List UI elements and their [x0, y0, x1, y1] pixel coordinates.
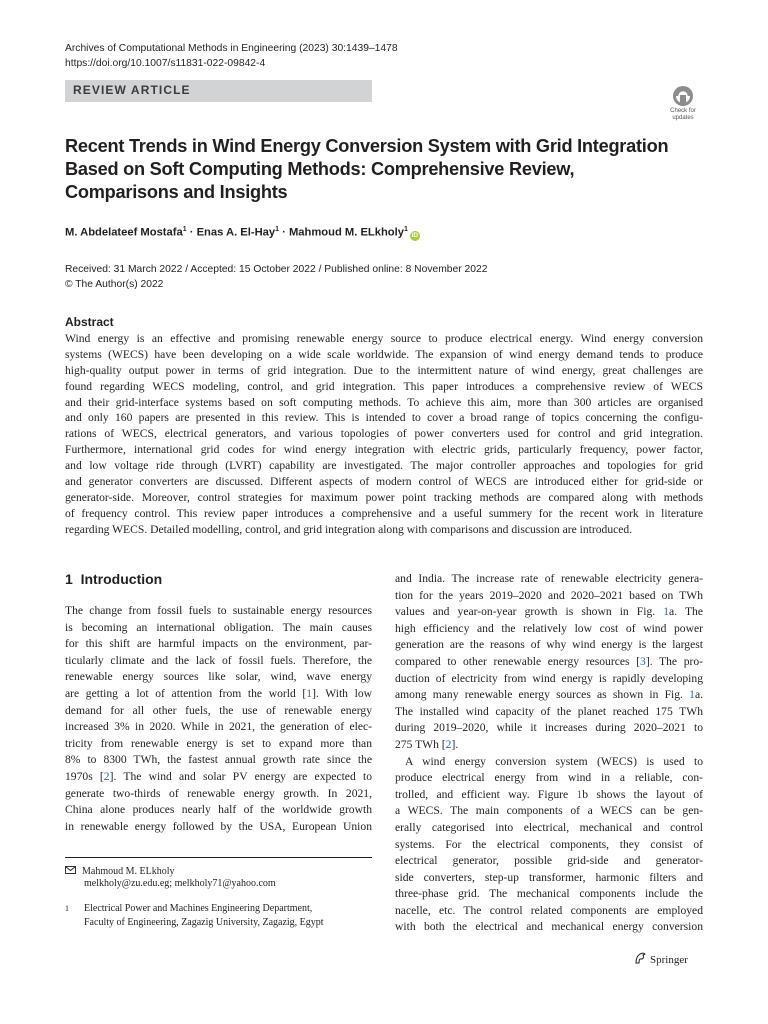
- body-line: in renewable energy followed by the USA, European Union: [65, 819, 372, 833]
- affiliation-line: Electrical Power and Machines Engineering Department,: [84, 903, 313, 914]
- author-name[interactable]: M. Abdelateef Mostafa: [65, 226, 183, 239]
- citation-link[interactable]: 1: [576, 787, 583, 801]
- body-line: [395, 654, 703, 671]
- abstract-line: and generator converters are discussed. Different aspects of modern control of WECS are introduced either for grid-side or: [65, 475, 703, 489]
- abstract-line: systems (WECS) have been developing on a wide scale worldwide. The expansion of wind energy demand tends to produce: [65, 347, 703, 361]
- body-text: ]. The wind and solar PV energy are expected to: [109, 769, 372, 783]
- body-line: and India. The increase rate of renewable electricity genera-: [395, 572, 703, 585]
- body-line: generate two-thirds of renewable energy growth. In 2021,: [65, 786, 372, 800]
- orcid-icon[interactable]: iD: [411, 231, 419, 239]
- body-line: increased 3% in 2020. While in 2021, the generation of elec-: [65, 720, 372, 734]
- affiliation-marker: 1: [182, 226, 187, 233]
- body-line: [395, 737, 703, 754]
- body-text: a. The: [669, 605, 703, 619]
- body-line: nacelle, etc. The control related components are employed: [395, 903, 703, 917]
- body-line: electrical generator, possible grid-side and generator-: [395, 854, 703, 868]
- body-text: ]. The pro-: [645, 654, 704, 668]
- citation-link[interactable]: 1: [663, 605, 670, 619]
- body-line: for this shift are harmful impacts on the environment, par-: [65, 637, 372, 651]
- affiliation-number: 1: [65, 904, 69, 913]
- body-line: The change from fossil fuels to sustainable energy resources: [65, 604, 372, 617]
- body-line: [65, 769, 372, 786]
- abstract-line: and low voltage ride through (LVRT) capability are investigated. The major controller approaches and topologies for grid: [65, 459, 703, 473]
- body-line: 8% to 8300 TWh, the fastest annual growth rate since the: [65, 753, 372, 767]
- citation-link[interactable]: 3: [640, 654, 646, 668]
- affiliation-line: Faculty of Engineering, Zagazig University, Zagazig, Egypt: [84, 917, 324, 928]
- body-line: [65, 686, 372, 703]
- section-heading: [65, 571, 162, 587]
- body-line: high efficiency and the relatively low cost of wind power: [395, 621, 703, 635]
- author-separator: ·: [279, 226, 289, 239]
- body-text: compared to other renewable energy resources [: [395, 654, 641, 668]
- body-text: ]. With low: [312, 686, 372, 700]
- publisher-logo: [633, 951, 688, 966]
- author-separator: ·: [186, 226, 197, 239]
- abstract-line: rations of WECS, electrical generators, and various topologies of power converters used for control and grid integration.: [65, 427, 703, 441]
- check-for-updates-badge[interactable]: [663, 84, 703, 124]
- body-line: demand for all other fuels, the use of renewable energy: [65, 703, 372, 717]
- springer-horse-icon: [633, 951, 647, 965]
- footnote-divider: [65, 857, 372, 858]
- body-line: [395, 604, 703, 621]
- body-text: are getting a lot of attention from the world [: [65, 686, 307, 700]
- abstract-line: and their grid-interface systems based on soft computing methods. To achieve this aim, more than 300 articles are organised: [65, 395, 703, 409]
- body-text: trolled, and efficient way. Figure: [395, 787, 577, 801]
- body-line: produce electrical energy from wind in a reliable, con-: [395, 771, 703, 785]
- body-line: renewable energy sources like solar, wind, wave energy: [65, 670, 372, 684]
- body-text: ].: [451, 737, 459, 751]
- title-line: Based on Soft Computing Methods: Comprehensive Review,: [65, 159, 575, 179]
- body-line: tricity from renewable energy is set to expand more than: [65, 736, 372, 750]
- abstract-line: found regarding WECS modeling, control, and grid integration. This paper introduces a comprehensive review of WECS: [65, 379, 703, 393]
- body-text: b shows the layout of: [582, 787, 703, 801]
- publisher-name: Springer: [650, 954, 688, 966]
- journal-header: [65, 41, 398, 71]
- date-history: Received: 31 March 2022 / Accepted: 15 October 2022 / Published online: 8 November 2022: [65, 264, 488, 275]
- section-number: 1: [65, 571, 73, 587]
- doi-link[interactable]: https://doi.org/10.1007/s11831-022-09842-4: [65, 58, 266, 69]
- abstract-line: high-quality output power in terms of grid integration. Due to the intermittent nature of wind energy, great challenges are: [65, 363, 703, 377]
- section-title: Introduction: [80, 571, 163, 587]
- badge-line-2: updates: [672, 114, 694, 121]
- body-line: three-phase grid. The mechanical components include the: [395, 887, 703, 901]
- body-line: erally categorised into electrical, mechanical and control: [395, 820, 703, 834]
- body-line: systems. For the electrical components, they consist of: [395, 837, 703, 851]
- body-text: a.: [694, 688, 703, 702]
- copyright: © The Author(s) 2022: [65, 278, 164, 290]
- body-line: China alone produces nearly half of the worldwide growth: [65, 803, 372, 817]
- envelope-icon: [65, 866, 76, 874]
- body-line: a WECS. The main components of a WECS can be gen-: [395, 804, 703, 818]
- title-line: Comparisons and Insights: [65, 182, 288, 202]
- corresponding-author-name: Mahmoud M. ELkholy: [82, 866, 175, 877]
- abstract-line: Wind energy is an effective and promising renewable energy source to produce electrical energy. Wind energy conversion: [65, 332, 703, 345]
- body-text: 275 TWh [: [395, 737, 446, 751]
- abstract-line: generator-side. Moreover, control strategies for maximum power point tracking methods are compared along with methods: [65, 490, 703, 504]
- corresponding-author-email[interactable]: melkholy@zu.edu.eg; melkholy71@yahoo.com: [84, 878, 276, 889]
- citation-link[interactable]: 2: [445, 737, 452, 751]
- title-line: Recent Trends in Wind Energy Conversion System with Grid Integration: [65, 136, 669, 156]
- body-line: tion for the years 2019–2020 and 2020–2021 based on TWh: [395, 588, 703, 602]
- abstract-body: [65, 331, 703, 538]
- body-text: among many renewable energy sources as shown in Fig.: [395, 688, 690, 702]
- body-line: The installed wind capacity of the planet reached 175 TWh: [395, 704, 703, 718]
- citation-link[interactable]: 1: [689, 688, 695, 702]
- publication-dates: [65, 263, 487, 292]
- body-line: ticularly climate and the lack of fossil fuels. Therefore, the: [65, 653, 372, 667]
- body-line: duction of electricity from wind energy is rapidly developing: [395, 671, 703, 685]
- body-line: with both the electrical and mechanical energy conversion: [395, 920, 703, 934]
- body-column-left: [65, 603, 372, 835]
- article-type-label: REVIEW ARTICLE: [73, 83, 191, 97]
- article-title: [65, 135, 705, 204]
- body-line: [395, 787, 703, 804]
- article-type-banner: [65, 80, 372, 102]
- journal-citation: Archives of Computational Methods in Engineering (2023) 30:1439–1478: [65, 43, 398, 54]
- affiliation-marker: 1: [275, 226, 280, 233]
- abstract-line: regarding WECS. Detailed modelling, control, and grid integration along with comparisons and discussion are introduced.: [65, 522, 633, 536]
- affiliation-marker: 1: [403, 226, 408, 233]
- body-text: values and year-on-year growth is shown in Fig.: [395, 605, 664, 619]
- abstract-heading: Abstract: [65, 315, 114, 329]
- badge-line-1: Check for: [670, 108, 696, 114]
- abstract-line: and only 160 papers are presented in this review. This is intended to cover a broad range of topics concerning the configu-: [65, 411, 703, 425]
- body-line: during 2019–2020, while it increases during 2020–2021 to: [395, 721, 703, 735]
- body-column-right: [395, 571, 703, 936]
- citation-link[interactable]: 1: [306, 686, 313, 700]
- body-line: generation are the reasons of why wind energy is the largest: [395, 638, 703, 652]
- body-line: is becoming an international obligation. The main causes: [65, 620, 372, 634]
- author-name[interactable]: Enas A. El-Hay: [196, 226, 276, 239]
- author-list: [65, 226, 420, 241]
- body-line: A wind energy conversion system (WECS) is used to: [405, 754, 703, 768]
- check-updates-icon: [663, 84, 703, 108]
- abstract-line: of frequency control. This review paper introduces a comprehensive and a useful summery for the recent work in literature: [65, 506, 703, 520]
- citation-link[interactable]: 2: [103, 769, 110, 783]
- body-line: [395, 687, 703, 704]
- author-name[interactable]: Mahmoud M. ELkholy: [288, 226, 404, 239]
- abstract-line: Furthermore, international grid codes for wind energy integration with electric grids, particularly frequency, power factor,: [65, 443, 703, 457]
- body-line: side converters, step-up transformer, harmonic filters and: [395, 870, 703, 884]
- body-text: 1970s [: [65, 769, 104, 783]
